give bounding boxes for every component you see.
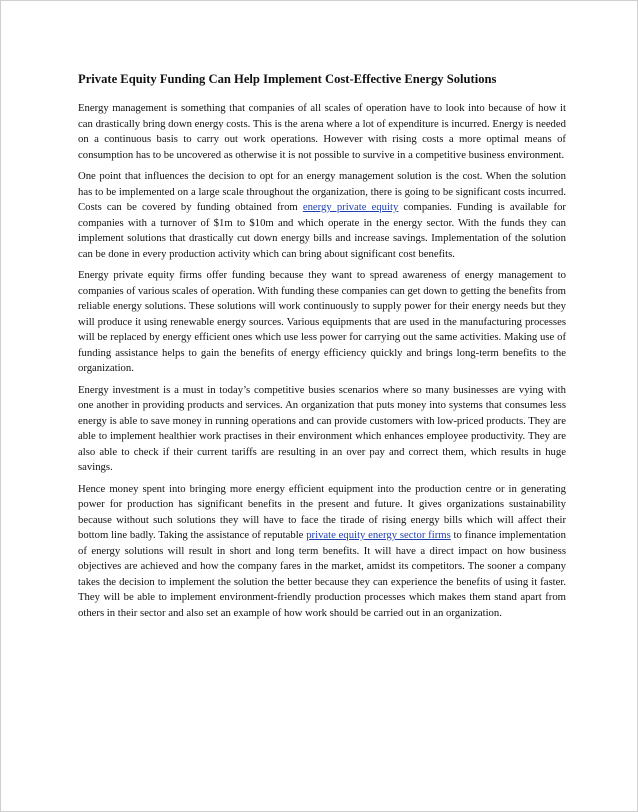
paragraph-4: Energy investment is a must in today’s competitive busies scenarios where so many businesses are vying with one another in providing products and services. An organization that puts money into systems that consumes less energy is able to save money in running operations and can provide customers with low-priced products. They are able to implement healthier work practises in their environment which enhances employee productivity. They are also able to check if their current tariffs are resulting in an over pay and correct them, which results in huge savings. [78, 383, 566, 473]
paragraph-5 [78, 482, 566, 622]
article-title: Private Equity Funding Can Help Implement Cost-Effective Energy Solutions [78, 72, 497, 86]
paragraph-2 [78, 169, 566, 262]
paragraph-2-text-after: companies. Funding is available for companies with a turnover of $1m to $10m and which operate in the energy sector. With the funds they can implement solutions that drastically cut down energy bills and increase savings. Implementation of the solution can be done in every production activity which can bring about significant cost benefits. [78, 201, 566, 260]
paragraph-3: Energy private equity firms offer funding because they want to spread awareness of energy management to companies of various scales of operation. With funding these companies can get down to getting the benefits from reliable energy solutions. These solutions will work continuously to supply power for their energy needs but they will produce it using renewable energy sources. Various equipments that are used in the manufacturing processes will be replaced by energy efficient ones which use less power for carrying out the same activities. Making use of funding assistance helps to gain the benefits of energy efficiency quickly and brings long-term benefits to the organization. [78, 269, 566, 374]
article-body [78, 71, 566, 627]
paragraph-5-text-before: Hence money spent into bringing more energy efficient equipment into the production centre or in generating power for production has significant benefits in the present and future. It gives organizations sustainability because without such solutions they will have to face the tirade of rising energy bills which will affect their bottom line badly. Taking the assistance of reputable [78, 482, 566, 541]
paragraph-1: Energy management is something that companies of all scales of operation have to look into because of how it can drastically bring down energy costs. This is the arena where a lot of expenditure is incurred. Energy is needed on a continuous basis to carry out work operations. However with rising costs a more optimal means of consumption has to be uncovered as otherwise it is not possible to survive in a competitive business environment. [78, 102, 566, 161]
private-equity-energy-sector-firms-link[interactable]: private equity energy sector firms [306, 529, 451, 541]
paragraph-2-text-before: One point that influences the decision to opt for an energy management solution is the cost. When the solution has to be implemented on a large scale throughout the organization, there is going to be significant costs incurred. Costs can be covered by funding obtained from [78, 170, 566, 213]
energy-private-equity-link[interactable]: energy private equity [302, 201, 399, 213]
paragraph-5-text-after: to finance implementation of energy solutions will result in short and long term benefits. It will have a direct impact on how business objectives are achieved and how the company fares in the market, amidst its competitors. The sooner a company takes the decision to implement the solution the better because they can experience the benefits of using it faster. They will be able to implement environment-friendly production processes which makes them stand apart from others in their sector and also set an example of how work should be carried out in an organization. [78, 529, 566, 619]
